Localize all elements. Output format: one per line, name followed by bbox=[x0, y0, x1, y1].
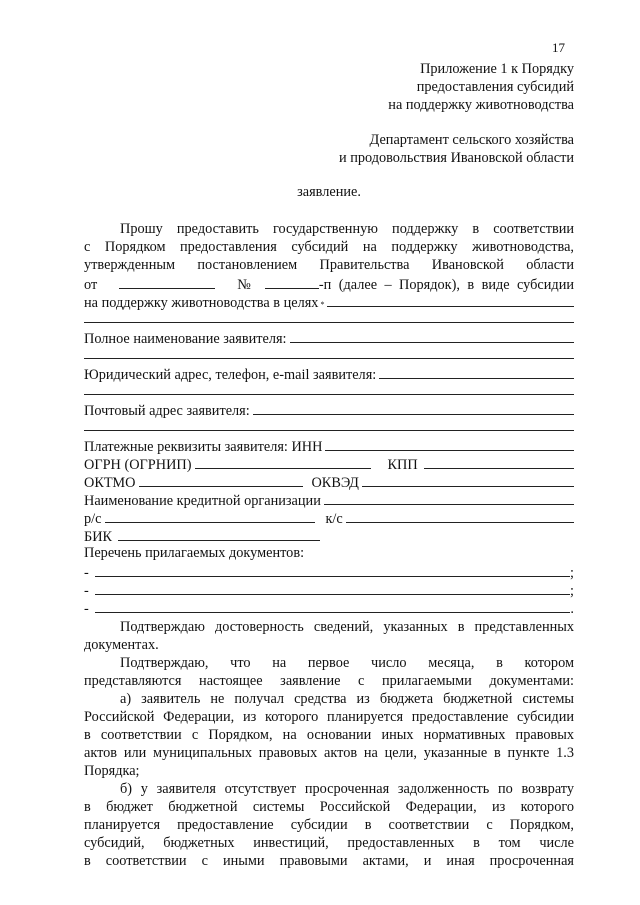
postal-address-field[interactable] bbox=[253, 400, 574, 415]
addressee-line-1: Департамент сельского хозяйства bbox=[369, 132, 574, 148]
documents-label: Перечень прилагаемых документов: bbox=[84, 545, 305, 561]
footnote-mark: * bbox=[320, 300, 325, 309]
intro-line-4 bbox=[84, 274, 574, 292]
purpose-field-continuation[interactable] bbox=[84, 322, 574, 323]
item-b-line-5: в соответствии с иными правовыми актами, и иная просроченная bbox=[84, 853, 574, 869]
item-b-line-1: б) у заявителя отсутствует просроченная задолженность по возврату bbox=[120, 781, 574, 797]
postal-address-label: Почтовый адрес заявителя: bbox=[84, 403, 250, 419]
list-dash: - bbox=[84, 583, 89, 599]
full-name-row bbox=[84, 328, 574, 346]
postal-address-row bbox=[84, 400, 574, 418]
accounts-row bbox=[84, 508, 574, 526]
rs-field[interactable] bbox=[105, 508, 315, 523]
legal-address-label: Юридический адрес, телефон, e-mail заявителя: bbox=[84, 367, 377, 383]
document-item bbox=[84, 562, 574, 580]
inn-field[interactable] bbox=[325, 436, 574, 451]
oktmo-okved-row bbox=[84, 472, 574, 490]
document-field[interactable] bbox=[95, 580, 570, 595]
list-dash: - bbox=[84, 565, 89, 581]
intro-line-2: с Порядком предоставления субсидий на поддержку животноводства, bbox=[84, 239, 574, 255]
item-a-line-1: а) заявитель не получал средства из бюджета бюджетной системы bbox=[120, 691, 574, 707]
bank-field[interactable] bbox=[324, 490, 574, 505]
intro-number-label: № bbox=[237, 277, 251, 293]
item-b-line-2: в бюджет бюджетной системы Российской Федерации, из которого bbox=[84, 799, 574, 815]
page-number: 17 bbox=[552, 40, 565, 55]
bank-label: Наименование кредитной организации bbox=[84, 493, 321, 509]
oktmo-field[interactable] bbox=[139, 472, 303, 487]
intro-line-3: утвержденным постановлением Правительства Ивановской области bbox=[84, 257, 574, 273]
intro-purpose-label: на поддержку животноводства в целях bbox=[84, 295, 319, 311]
item-a-line-2: Российской Федерации, из которого планируется предоставление субсидии bbox=[84, 709, 574, 725]
full-name-label: Полное наименование заявителя: bbox=[84, 331, 287, 347]
list-end-mark: ; bbox=[570, 565, 574, 581]
confirm-p1-line-1: Подтверждаю достоверность сведений, указанных в представленных bbox=[120, 619, 574, 635]
ogrn-field[interactable] bbox=[195, 454, 371, 469]
header-line-2: предоставления субсидий bbox=[416, 79, 574, 95]
list-end-mark: ; bbox=[570, 583, 574, 599]
item-a-line-3: в соответствии с Порядком, на основании иных нормативных правовых bbox=[84, 727, 574, 743]
list-dash: - bbox=[84, 601, 89, 617]
bik-field[interactable] bbox=[118, 526, 320, 541]
rs-label: р/с bbox=[84, 511, 102, 527]
intro-line-1: Прошу предоставить государственную поддержку в соответствии bbox=[120, 221, 574, 237]
date-field[interactable] bbox=[119, 274, 215, 289]
confirm-p2-line-2: представляются настоящее заявление с прилагаемыми документами: bbox=[84, 673, 574, 689]
decree-number-field[interactable] bbox=[265, 274, 319, 289]
okved-label: ОКВЭД bbox=[311, 475, 359, 491]
document-item bbox=[84, 580, 574, 598]
header-line-3: на поддержку животноводства bbox=[388, 97, 574, 113]
okved-field[interactable] bbox=[362, 472, 574, 487]
list-end-mark: . bbox=[570, 601, 574, 617]
bank-row bbox=[84, 490, 574, 508]
confirm-p2-line-1: Подтверждаю, что на первое число месяца, в котором bbox=[120, 655, 574, 671]
legal-address-field-continuation[interactable] bbox=[84, 394, 574, 395]
item-b-line-4: субсидий, бюджетных инвестиций, предоставленных в том числе bbox=[84, 835, 574, 851]
document-title: заявление. bbox=[297, 184, 361, 200]
intro-line-4-rest: -п (далее – Порядок), в виде субсидии bbox=[318, 277, 574, 293]
document-field[interactable] bbox=[95, 598, 571, 613]
postal-address-field-continuation[interactable] bbox=[84, 430, 574, 431]
document-item bbox=[84, 598, 574, 616]
purpose-field[interactable] bbox=[327, 292, 574, 307]
inn-row bbox=[84, 436, 574, 454]
inn-label: Платежные реквизиты заявителя: ИНН bbox=[84, 439, 323, 455]
document-field[interactable] bbox=[95, 562, 570, 577]
ks-field[interactable] bbox=[346, 508, 574, 523]
item-a-line-5: Порядка; bbox=[84, 763, 140, 779]
oktmo-label: ОКТМО bbox=[84, 475, 136, 491]
legal-address-field[interactable] bbox=[379, 364, 574, 379]
item-b-line-3: планируется предоставление субсидии в соответствии с Порядком, bbox=[84, 817, 574, 833]
intro-line-5 bbox=[84, 292, 574, 310]
full-name-field-continuation[interactable] bbox=[84, 358, 574, 359]
kpp-label: КПП bbox=[387, 457, 418, 473]
kpp-field[interactable] bbox=[424, 454, 574, 469]
ogrn-kpp-row bbox=[84, 454, 574, 472]
intro-from-label: от bbox=[84, 277, 98, 293]
addressee-line-2: и продовольствия Ивановской области bbox=[338, 150, 574, 166]
legal-address-row bbox=[84, 364, 574, 382]
ks-label: к/с bbox=[325, 511, 343, 527]
confirm-p1-line-2: документах. bbox=[84, 637, 159, 653]
bik-label: БИК bbox=[84, 529, 113, 545]
header-line-1: Приложение 1 к Порядку bbox=[420, 61, 574, 77]
ogrn-label: ОГРН (ОГРНИП) bbox=[84, 457, 192, 473]
item-a-line-4: актов или муниципальных правовых актов на цели, указанные в пункте 1.3 bbox=[84, 745, 574, 761]
full-name-field[interactable] bbox=[290, 328, 574, 343]
bik-row bbox=[84, 526, 574, 544]
